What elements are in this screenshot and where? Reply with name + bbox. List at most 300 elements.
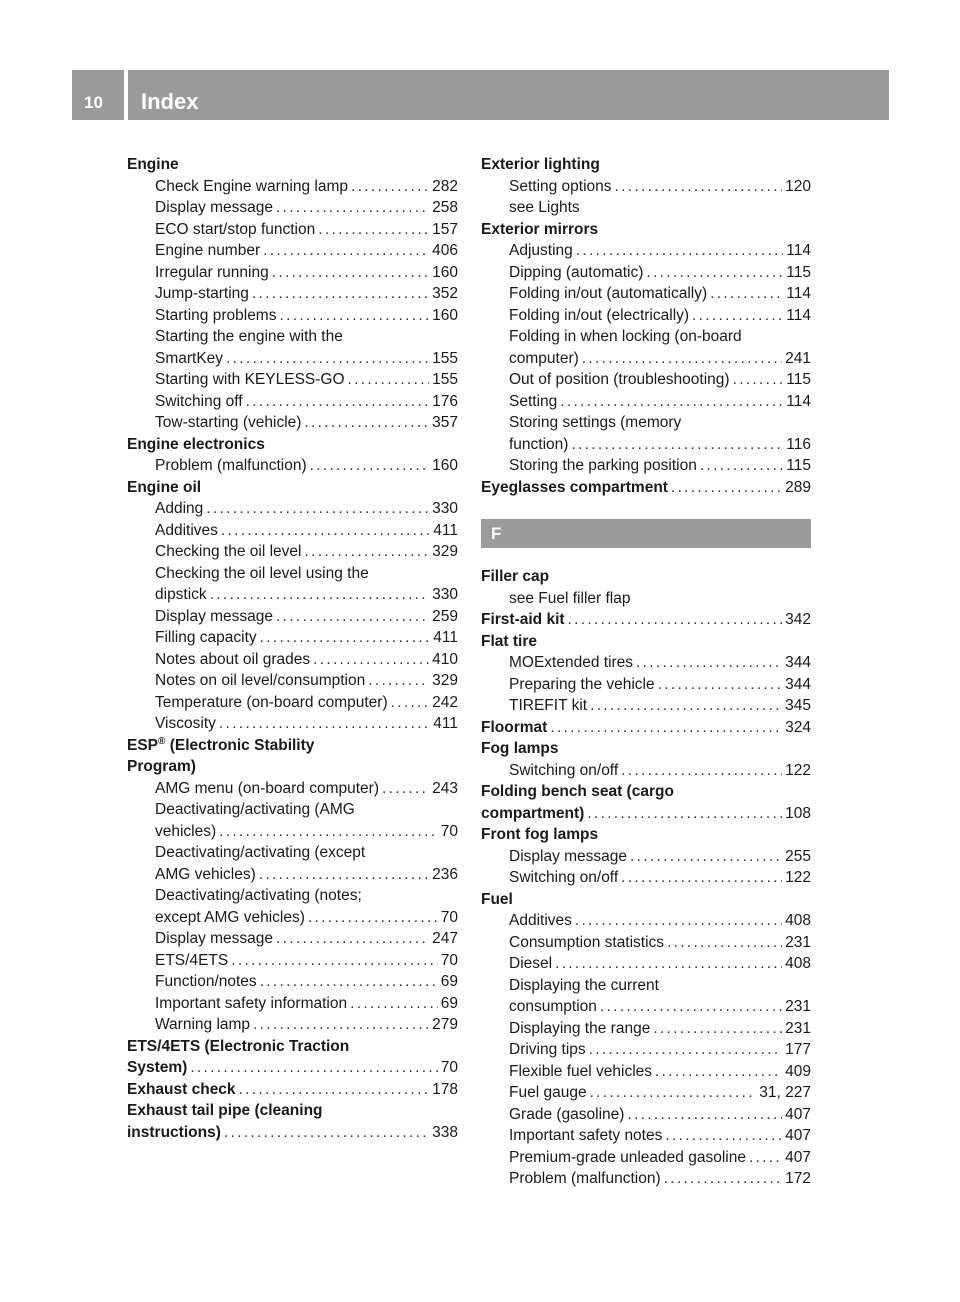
dot-leader (555, 953, 782, 975)
entry-text (127, 154, 179, 176)
entry-text (127, 1079, 236, 1101)
page-reference: 160 (432, 457, 458, 474)
index-subentry (127, 219, 458, 241)
page-number: 10 (84, 93, 103, 112)
dot-leader (664, 1168, 783, 1190)
page-reference: 160 (432, 306, 458, 324)
index-entry (127, 1036, 458, 1058)
entry-text (509, 1168, 661, 1190)
entry-label: Dipping (automatic) (509, 263, 644, 281)
dot-leader (259, 864, 429, 886)
index-subentry (481, 910, 811, 932)
entry-label: Program) (127, 758, 196, 775)
entry-text (481, 803, 584, 825)
page-reference: 122 (785, 761, 811, 779)
entry-label: TIREFIT kit (509, 697, 588, 714)
dot-leader (658, 674, 783, 696)
entry-text (155, 885, 362, 907)
dot-leader (627, 1104, 782, 1126)
entry-text (155, 283, 249, 305)
index-entry (481, 566, 811, 588)
entry-text (155, 971, 257, 993)
page-reference: 344 (785, 675, 811, 693)
dot-leader (615, 176, 783, 198)
dot-leader (318, 219, 429, 241)
entry-text (155, 240, 260, 262)
entry-text (155, 455, 307, 477)
entry-label: Engine oil (127, 478, 202, 496)
index-subentry (481, 412, 811, 434)
page-reference: 116 (786, 435, 811, 453)
entry-text (155, 821, 216, 843)
entry-label: Deactivating/activating (AMG (155, 801, 355, 818)
entry-label: Folding in/out (automatically) (509, 285, 708, 302)
entry-label: Folding in/out (electrically) (509, 306, 690, 324)
index-subentry (127, 692, 458, 714)
entry-text (127, 477, 201, 499)
dot-leader (304, 541, 429, 563)
page-reference: 157 (432, 220, 458, 238)
entry-label: Problem (malfunction) (509, 1170, 661, 1187)
entry-label: AMG menu (on-board computer) (155, 779, 379, 797)
dot-leader (667, 932, 782, 954)
dot-leader (206, 498, 429, 520)
index-entry (127, 1122, 458, 1144)
dot-leader (239, 1079, 430, 1101)
dot-leader (348, 369, 430, 391)
dot-leader (575, 910, 782, 932)
index-subentry (127, 885, 458, 907)
page-reference: 69 (440, 973, 458, 990)
entry-text (155, 563, 369, 585)
page-reference: 122 (785, 869, 811, 886)
entry-label: except AMG vehicles) (155, 908, 305, 926)
entry-text (481, 738, 559, 760)
page-reference: 342 (785, 611, 811, 628)
index-subentry (127, 842, 458, 864)
index-entry (481, 803, 811, 825)
index-subentry (481, 262, 811, 284)
page-reference: 282 (432, 177, 458, 195)
page-reference: 329 (432, 672, 458, 689)
entry-label: Displaying the current (509, 976, 659, 994)
entry-text (127, 434, 265, 456)
dot-leader (226, 348, 429, 370)
index-column-right (481, 154, 811, 1190)
page-reference: 70 (440, 1059, 458, 1076)
index-entry (127, 434, 458, 456)
index-entry (127, 154, 458, 176)
entry-label: Display message (155, 607, 274, 625)
entry-label: Exterior mirrors (481, 220, 599, 238)
dot-leader (263, 240, 429, 262)
entry-label: function) (509, 435, 569, 453)
dot-leader (636, 652, 782, 674)
entry-label: Front fog lamps (481, 826, 599, 843)
entry-label: Engine (127, 156, 179, 173)
page-reference: 172 (785, 1170, 811, 1187)
entry-label: Deactivating/activating (except (155, 844, 366, 861)
dot-leader (308, 907, 438, 929)
index-subentry (481, 1104, 811, 1126)
dot-leader (671, 477, 782, 499)
entry-text (127, 735, 314, 757)
entry-label: Setting (509, 392, 558, 410)
entry-text (155, 305, 276, 327)
entry-label: Switching off (155, 392, 243, 410)
entry-text (155, 692, 388, 714)
entry-text (509, 1018, 650, 1040)
index-subentry (127, 283, 458, 305)
entry-text (509, 262, 643, 284)
entry-text (155, 928, 273, 950)
header-divider (124, 70, 128, 120)
dot-leader (221, 520, 430, 542)
section-title: Index (141, 89, 199, 114)
entry-text (155, 219, 315, 241)
dot-leader (190, 1057, 437, 1079)
index-subentry (127, 928, 458, 950)
entry-label: Flexible fuel vehicles (509, 1062, 653, 1080)
dot-leader (313, 649, 429, 671)
entry-text (509, 326, 742, 348)
entry-text (481, 824, 598, 846)
entry-text (509, 695, 587, 717)
entry-label: AMG vehicles) (155, 865, 256, 883)
entry-text (155, 197, 273, 219)
dot-leader (382, 778, 429, 800)
dot-leader (692, 305, 783, 327)
index-subentry (481, 455, 811, 477)
page-reference: 409 (785, 1062, 811, 1080)
entry-text (481, 477, 668, 499)
dot-leader (630, 846, 782, 868)
entry-label: Exterior lighting (481, 156, 600, 173)
index-subentry (481, 975, 811, 997)
index-subentry (481, 1147, 811, 1169)
entry-text (155, 326, 343, 348)
entry-label: Switching on/off (509, 761, 619, 779)
index-subentry (127, 369, 458, 391)
entry-label: Function/notes (155, 973, 257, 990)
index-subentry (481, 283, 811, 305)
index-entry (481, 609, 811, 631)
dot-leader (568, 609, 783, 631)
page-reference: 114 (786, 392, 811, 410)
entry-text (155, 348, 223, 370)
dot-leader (582, 348, 782, 370)
entry-text (155, 799, 355, 821)
entry-label: consumption (509, 998, 597, 1015)
index-subentry (481, 867, 811, 889)
entry-text (509, 953, 552, 975)
index-subentry (481, 369, 811, 391)
page-reference: 115 (786, 263, 811, 281)
entry-text (509, 1039, 586, 1061)
index-subentry (481, 1018, 811, 1040)
entry-text (155, 541, 301, 563)
dot-leader (350, 993, 438, 1015)
entry-label: Display message (155, 199, 274, 216)
entry-text (509, 305, 689, 327)
page-reference: 329 (432, 543, 458, 560)
dot-leader (253, 1014, 429, 1036)
index-subentry (481, 760, 811, 782)
index-subentry (127, 455, 458, 477)
entry-label: Adjusting (509, 242, 573, 259)
index-subentry (127, 993, 458, 1015)
index-entry (481, 738, 811, 760)
entry-label: Switching on/off (509, 869, 619, 886)
page-reference: 155 (432, 349, 458, 367)
index-subentry (127, 305, 458, 327)
dot-leader (368, 670, 429, 692)
page-reference: 114 (786, 242, 811, 259)
index-subentry (127, 326, 458, 348)
dot-leader (272, 262, 429, 284)
page-reference: 70 (440, 822, 458, 840)
page-reference: 114 (786, 306, 811, 324)
page-reference: 70 (440, 908, 458, 926)
dot-leader (279, 305, 429, 327)
entry-text (509, 455, 697, 477)
index-subentry (481, 1039, 811, 1061)
page-reference: 344 (785, 654, 811, 671)
entry-label: Flat tire (481, 632, 537, 650)
page-reference: 231 (785, 1019, 811, 1037)
dot-leader (590, 695, 782, 717)
index-column-left (127, 154, 458, 1143)
index-subentry (481, 674, 811, 696)
entry-text (509, 391, 557, 413)
page-reference: 407 (785, 1105, 811, 1123)
page-reference: 178 (432, 1080, 458, 1098)
dot-leader (621, 760, 782, 782)
page-reference: 176 (432, 392, 458, 410)
page-reference: 255 (785, 847, 811, 865)
entry-label: Floormat (481, 718, 548, 736)
page-reference: 31, 227 (759, 1084, 811, 1101)
index-subentry (127, 563, 458, 585)
page-reference: 259 (432, 607, 458, 625)
index-subentry (127, 606, 458, 628)
entry-label: Fuel gauge (509, 1084, 587, 1101)
entry-text (481, 781, 674, 803)
index-entry (481, 889, 811, 911)
index-entry (481, 631, 811, 653)
index-entry (481, 824, 811, 846)
page-reference: 345 (785, 697, 811, 714)
entry-text (155, 584, 207, 606)
page-reference: 70 (440, 951, 458, 969)
entry-label: Starting with KEYLESS-GO (155, 371, 345, 388)
index-subentry (127, 262, 458, 284)
index-subentry (127, 649, 458, 671)
entry-label: Folding bench seat (cargo (481, 783, 674, 800)
index-subentry (127, 197, 458, 219)
entry-text (155, 391, 243, 413)
entry-text (127, 1100, 323, 1122)
index-entry (481, 781, 811, 803)
dot-leader (653, 1018, 782, 1040)
index-subentry (481, 391, 811, 413)
entry-text (509, 1125, 662, 1147)
entry-label: Tow-starting (vehicle) (155, 414, 302, 431)
entry-label: Starting problems (155, 306, 277, 324)
index-subentry (481, 652, 811, 674)
entry-label: Fog lamps (481, 740, 559, 757)
page-reference: 279 (432, 1016, 458, 1033)
entry-text (481, 219, 598, 241)
entry-text (509, 412, 681, 434)
index-subentry (127, 176, 458, 198)
entry-label: Notes on oil level/consumption (155, 672, 366, 689)
index-subentry (481, 240, 811, 262)
page-reference: 406 (432, 242, 458, 259)
entry-label: Checking the oil level using the (155, 564, 369, 582)
dot-leader (589, 1039, 782, 1061)
entry-label: Important safety notes (509, 1127, 663, 1144)
dot-leader (231, 950, 438, 972)
index-subentry (481, 932, 811, 954)
index-entry (127, 1079, 458, 1101)
entry-text (509, 652, 633, 674)
dot-leader (700, 455, 783, 477)
entry-label: Eyeglasses compartment (481, 478, 668, 496)
dot-leader (655, 1061, 782, 1083)
index-subentry (481, 953, 811, 975)
page-reference: 115 (786, 457, 811, 474)
entry-label: Temperature (on-board computer) (155, 693, 388, 711)
entry-label: Folding in when locking (on-board (509, 328, 742, 345)
entry-label: dipstick (155, 586, 207, 603)
index-entry (127, 1100, 458, 1122)
entry-label: Starting the engine with the (155, 328, 343, 345)
entry-text (127, 756, 196, 778)
entry-label: System) (127, 1059, 188, 1076)
dot-leader (391, 692, 430, 714)
entry-label: First-aid kit (481, 611, 565, 628)
entry-text (481, 631, 537, 653)
dot-leader (600, 996, 782, 1018)
index-subentry (481, 176, 811, 198)
entry-label: Additives (509, 912, 572, 929)
entry-text (509, 996, 597, 1018)
entry-text (127, 1057, 187, 1079)
entry-text (155, 412, 301, 434)
entry-label: Premium-grade unleaded gasoline (509, 1148, 746, 1166)
entry-text (127, 1036, 349, 1058)
entry-text (155, 520, 218, 542)
index-subentry (481, 434, 811, 456)
index-subentry (127, 950, 458, 972)
entry-text (509, 975, 659, 997)
index-subentry (127, 670, 458, 692)
entry-label: Fuel (481, 890, 513, 908)
dot-leader (710, 283, 783, 305)
entry-label: Notes about oil grades (155, 650, 311, 668)
dot-leader (276, 197, 429, 219)
entry-label: Diesel (509, 955, 553, 972)
dot-leader (252, 283, 429, 305)
page-reference: 411 (433, 521, 458, 539)
entry-label: Jump-starting (155, 285, 249, 302)
page-reference: 258 (432, 199, 458, 216)
index-subentry (481, 695, 811, 717)
page-reference: 120 (785, 177, 811, 195)
entry-label: ETS/4ETS (155, 951, 229, 969)
index-entry (127, 1057, 458, 1079)
entry-text (481, 154, 600, 176)
index-subentry (481, 996, 811, 1018)
dot-leader (246, 391, 430, 413)
entry-label: see Fuel filler flap (509, 589, 631, 607)
index-subentry (481, 197, 811, 219)
dot-leader (550, 717, 782, 739)
entry-label: Engine electronics (127, 435, 265, 453)
entry-label: Exhaust check (127, 1080, 236, 1098)
index-subentry (127, 1014, 458, 1036)
entry-text (509, 588, 630, 610)
page-reference: 324 (785, 718, 811, 736)
page-reference: 330 (432, 500, 458, 517)
entry-label: Checking the oil level (155, 543, 302, 560)
entry-label: see Lights (509, 199, 580, 216)
dot-leader (310, 455, 430, 477)
index-subentry (127, 907, 458, 929)
page-reference: 160 (432, 263, 458, 281)
entry-text (481, 889, 513, 911)
registered-mark: ® (158, 735, 166, 747)
dot-leader (276, 928, 429, 950)
entry-label: Storing the parking position (509, 457, 697, 474)
entry-text (481, 609, 565, 631)
page-reference: 242 (432, 693, 458, 711)
entry-label: Filling capacity (155, 629, 257, 646)
dot-leader (646, 262, 783, 284)
page-reference: 241 (785, 349, 811, 367)
page-reference: 407 (785, 1148, 811, 1166)
entry-label: instructions) (127, 1123, 221, 1141)
entry-text (509, 176, 612, 198)
dot-leader (590, 1082, 757, 1104)
dot-leader (219, 821, 438, 843)
entry-text (509, 1104, 624, 1126)
page-reference: 330 (432, 586, 458, 603)
index-subentry (481, 846, 811, 868)
entry-text (155, 176, 348, 198)
entry-label: Display message (509, 847, 628, 865)
entry-text (127, 1122, 221, 1144)
index-subentry (127, 627, 458, 649)
entry-text (155, 950, 228, 972)
entry-text (509, 434, 568, 456)
entry-label: Display message (155, 930, 274, 947)
index-letter-heading: F (481, 519, 811, 548)
index-entry (481, 717, 811, 739)
index-entry (127, 477, 458, 499)
entry-label: Driving tips (509, 1041, 586, 1058)
page-reference: 247 (432, 930, 458, 947)
dot-leader (571, 434, 783, 456)
entry-text (155, 778, 379, 800)
dot-leader (665, 1125, 782, 1147)
page-reference: 115 (786, 371, 811, 388)
index-subentry (481, 1125, 811, 1147)
entry-text (509, 369, 730, 391)
entry-label: Additives (155, 521, 218, 539)
page-reference: 357 (432, 414, 458, 431)
